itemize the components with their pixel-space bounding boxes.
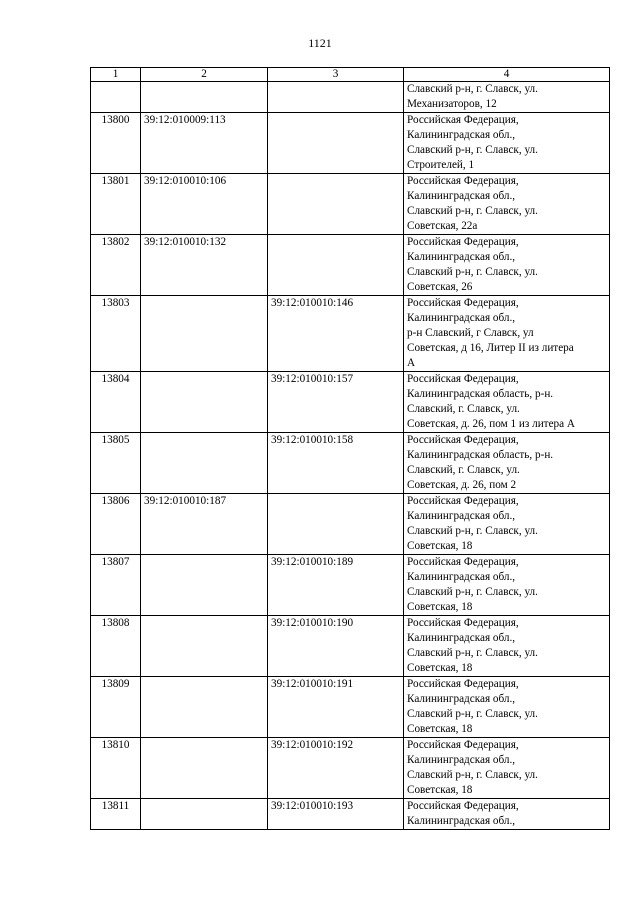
address-line: Российская Федерация, <box>407 495 519 507</box>
cadastral-number-cell <box>141 616 268 677</box>
address-line: Советская, д. 26, пом 2 <box>407 479 517 491</box>
address-cell <box>404 799 610 830</box>
address-line: Российская Федерация, <box>407 434 519 446</box>
cadastral-number-cell <box>268 82 404 113</box>
address-cell <box>404 113 610 174</box>
cadastral-number-cell <box>268 494 404 555</box>
cadastral-number-cell: 39:12:010010:187 <box>141 494 268 555</box>
address-line: Калининградская обл., <box>407 312 516 324</box>
cadastral-number-cell: 39:12:010010:157 <box>268 372 404 433</box>
address-line: Российская Федерация, <box>407 617 519 629</box>
cadastral-number-cell <box>141 799 268 830</box>
table-row <box>91 677 610 738</box>
address-cell <box>404 235 610 296</box>
address-line: Калининградская обл., <box>407 693 516 705</box>
address-line: Российская Федерация, <box>407 175 519 187</box>
table-row <box>91 799 610 830</box>
row-number-cell: 13800 <box>91 113 141 174</box>
row-number-cell: 13807 <box>91 555 141 616</box>
address-line: Калининградская обл., <box>407 510 516 522</box>
address-line: Калининградская обл., <box>407 754 516 766</box>
table-row <box>91 296 610 372</box>
table-body <box>91 82 610 830</box>
address-line: А <box>407 357 416 369</box>
address-cell <box>404 433 610 494</box>
address-line: Славский р-н, г. Славск, ул. <box>407 144 538 156</box>
cadastral-number-cell <box>141 677 268 738</box>
address-line: Советская, 18 <box>407 723 473 735</box>
row-number-cell: 13811 <box>91 799 141 830</box>
address-line: Славский р-н, г. Славск, ул. <box>407 586 538 598</box>
address-line: Советская, 22а <box>407 220 478 232</box>
cadastral-number-cell <box>141 555 268 616</box>
address-line: Советская, д. 26, пом 1 из литера А <box>407 418 575 430</box>
table-row <box>91 555 610 616</box>
address-line: Славский р-н, г. Славск, ул. <box>407 708 538 720</box>
address-line: Советская, 18 <box>407 662 473 674</box>
row-number-cell: 13809 <box>91 677 141 738</box>
cadastral-number-cell: 39:12:010010:146 <box>268 296 404 372</box>
cadastral-number-cell <box>268 113 404 174</box>
cadastral-number-cell <box>141 296 268 372</box>
row-number-cell: 13801 <box>91 174 141 235</box>
row-number-cell: 13804 <box>91 372 141 433</box>
address-line: Строителей, 1 <box>407 159 475 171</box>
cadastral-number-cell <box>141 433 268 494</box>
address-line: Славский, г. Славск, ул. <box>407 403 520 415</box>
address-line: Калининградская обл., <box>407 632 516 644</box>
table-header-row <box>91 68 610 82</box>
address-line: Славский р-н, г. Славск, ул. <box>407 769 538 781</box>
address-cell <box>404 677 610 738</box>
column-header-4: 4 <box>404 68 610 82</box>
address-line: Российская Федерация, <box>407 800 519 812</box>
page-number: 1121 <box>308 36 332 50</box>
address-line: Калининградская обл., <box>407 571 516 583</box>
address-line: р-н Славский, г Славск, ул <box>407 327 534 339</box>
table-row <box>91 372 610 433</box>
address-line: Славский, г. Славск, ул. <box>407 464 520 476</box>
address-line: Советская, д 16, Литер II из литера <box>407 342 574 354</box>
row-number-cell: 13806 <box>91 494 141 555</box>
address-line: Калининградская обл., <box>407 251 516 263</box>
cadastral-number-cell: 39:12:010010:192 <box>268 738 404 799</box>
address-cell <box>404 174 610 235</box>
address-cell <box>404 616 610 677</box>
address-line: Советская, 26 <box>407 281 473 293</box>
column-header-1: 1 <box>91 68 141 82</box>
address-line: Калининградская обл., <box>407 190 516 202</box>
address-cell <box>404 372 610 433</box>
cadastral-number-cell: 39:12:010010:189 <box>268 555 404 616</box>
address-line: Советская, 18 <box>407 784 473 796</box>
address-line: Российская Федерация, <box>407 678 519 690</box>
address-line: Советская, 18 <box>407 601 473 613</box>
table-row <box>91 433 610 494</box>
address-cell <box>404 738 610 799</box>
cadastral-number-cell <box>141 82 268 113</box>
row-number-cell: 13803 <box>91 296 141 372</box>
cadastral-number-cell: 39:12:010010:193 <box>268 799 404 830</box>
cadastral-number-cell: 39:12:010010:132 <box>141 235 268 296</box>
table-row <box>91 235 610 296</box>
address-line: Калининградская обл., <box>407 129 516 141</box>
table-row <box>91 82 610 113</box>
address-line: Калининградская область, р-н. <box>407 449 554 461</box>
cadastral-number-cell <box>268 235 404 296</box>
address-line: Российская Федерация, <box>407 556 519 568</box>
registry-table <box>90 67 610 830</box>
address-line: Славский р-н, г. Славск, ул. <box>407 205 538 217</box>
cadastral-number-cell <box>268 174 404 235</box>
row-number-cell: 13805 <box>91 433 141 494</box>
cadastral-number-cell <box>141 372 268 433</box>
cadastral-number-cell: 39:12:010010:158 <box>268 433 404 494</box>
address-cell <box>404 296 610 372</box>
table-row <box>91 174 610 235</box>
address-line: Российская Федерация, <box>407 739 519 751</box>
table-row <box>91 738 610 799</box>
cadastral-number-cell: 39:12:010010:190 <box>268 616 404 677</box>
address-cell <box>404 82 610 113</box>
cadastral-number-cell: 39:12:010010:191 <box>268 677 404 738</box>
table-row <box>91 616 610 677</box>
row-number-cell: 13810 <box>91 738 141 799</box>
address-line: Механизаторов, 12 <box>407 98 497 110</box>
cadastral-number-cell: 39:12:010009:113 <box>141 113 268 174</box>
column-header-2: 2 <box>141 68 268 82</box>
row-number-cell <box>91 82 141 113</box>
column-header-3: 3 <box>268 68 404 82</box>
address-line: Славский р-н, г. Славск, ул. <box>407 83 538 95</box>
address-line: Калининградская область, р-н. <box>407 388 554 400</box>
address-cell <box>404 494 610 555</box>
cadastral-number-cell: 39:12:010010:106 <box>141 174 268 235</box>
address-line: Калининградская обл., <box>407 815 516 827</box>
table-row <box>91 494 610 555</box>
table-row <box>91 113 610 174</box>
address-line: Славский р-н, г. Славск, ул. <box>407 647 538 659</box>
address-line: Славский р-н, г. Славск, ул. <box>407 266 538 278</box>
address-line: Советская, 18 <box>407 540 473 552</box>
address-line: Российская Федерация, <box>407 236 519 248</box>
address-line: Российская Федерация, <box>407 114 519 126</box>
cadastral-number-cell <box>141 738 268 799</box>
address-line: Российская Федерация, <box>407 373 519 385</box>
address-line: Славский р-н, г. Славск, ул. <box>407 525 538 537</box>
address-cell <box>404 555 610 616</box>
address-line: Российская Федерация, <box>407 297 519 309</box>
row-number-cell: 13808 <box>91 616 141 677</box>
row-number-cell: 13802 <box>91 235 141 296</box>
